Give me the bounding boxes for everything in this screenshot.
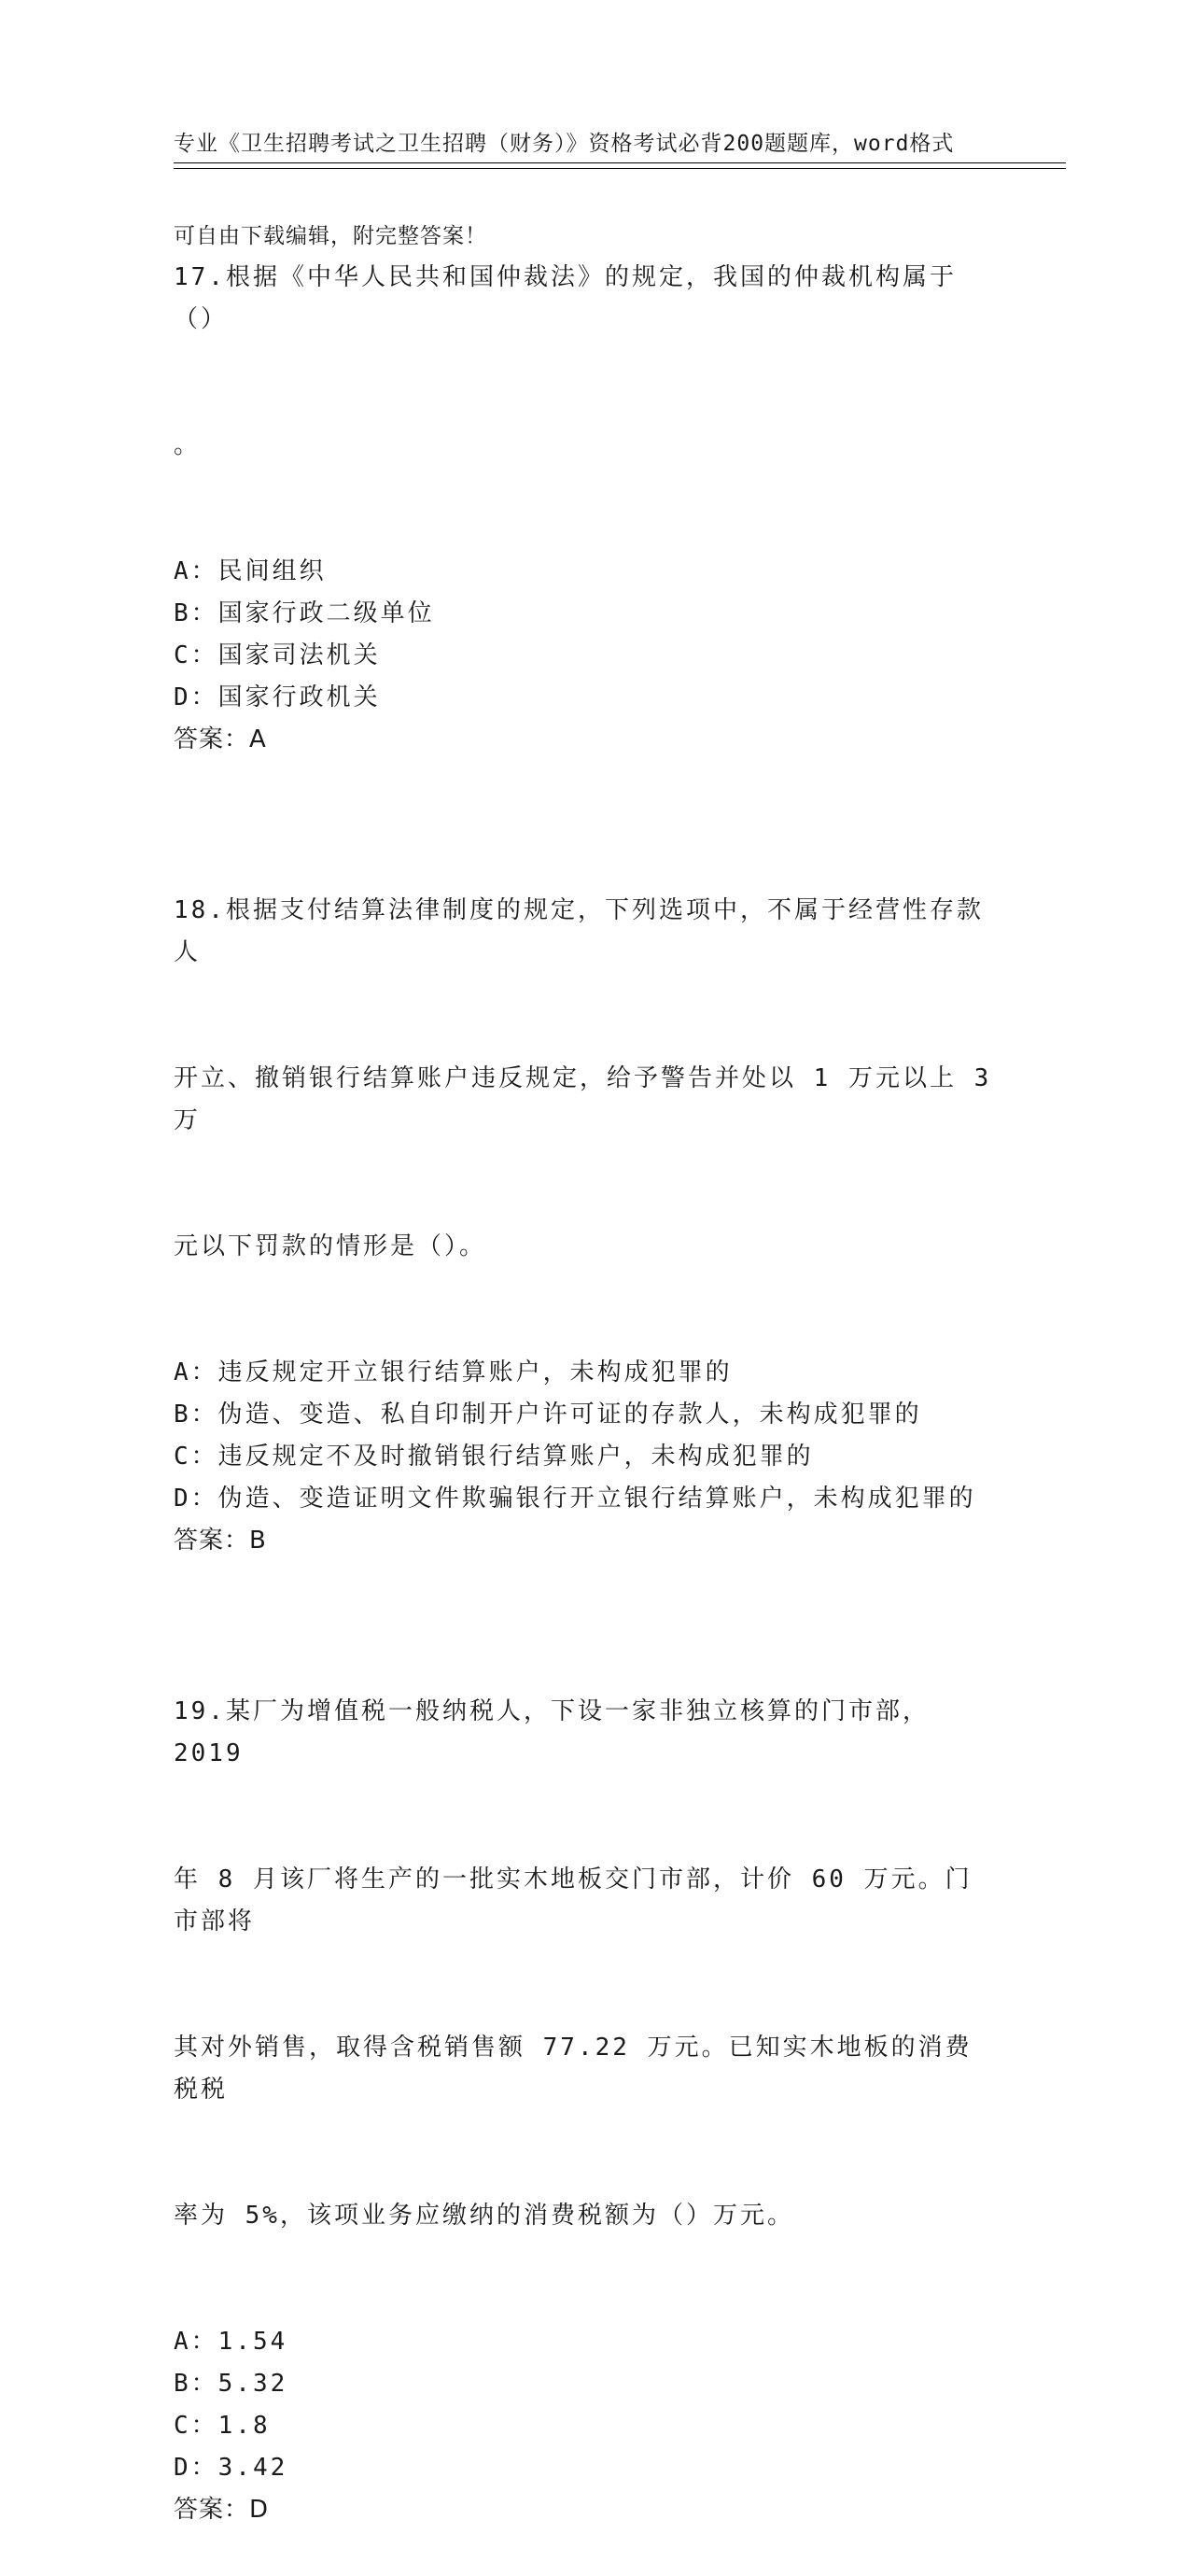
stem-line: 。: [174, 431, 202, 459]
option-c: C：1.8: [174, 2412, 271, 2440]
stem-line: 18.根据支付结算法律制度的规定，下列选项中，不属于经营性存款人: [174, 896, 984, 966]
header-divider-top: [174, 162, 1066, 163]
option-a: A：违反规定开立银行结算账户，未构成犯罪的: [174, 1358, 733, 1387]
stem-line: 17.根据《中华人民共和国仲裁法》的规定，我国的仲裁机构属于（）: [174, 263, 957, 333]
header-line-2: 可自由下载编辑，附完整答案！: [174, 224, 487, 248]
option-b: B：伪造、变造、私自印制开户许可证的存款人，未构成犯罪的: [174, 1401, 922, 1429]
question-stem: [174, 1607, 995, 2321]
option-d: D：3.42: [174, 2454, 288, 2482]
option-c: C：国家司法机关: [174, 641, 381, 669]
stem-line: 开立、撤销银行结算账户违反规定，给予警告并处以 1 万元以上 3 万: [174, 1064, 1009, 1134]
answer: 答案：A: [174, 725, 267, 753]
option-d: D：伪造、变造证明文件欺骗银行开立银行结算账户，未构成犯罪的: [174, 1485, 976, 1513]
question-19: [174, 1607, 995, 2531]
stem-line: 元以下罚款的情形是（）。: [174, 1232, 487, 1260]
header-divider-bottom: [174, 168, 1066, 169]
option-d: D：国家行政机关: [174, 683, 381, 711]
option-a: A：1.54: [174, 2328, 288, 2356]
option-a: A：民间组织: [174, 557, 327, 585]
stem-line: 19.某厂为增值税一般纳税人，下设一家非独立核算的门市部，2019: [174, 1697, 930, 1767]
option-c: C：违反规定不及时撤销银行结算账户，未构成犯罪的: [174, 1443, 814, 1471]
question-18: [174, 806, 1009, 1562]
stem-line: 年 8 月该厂将生产的一批实木地板交门市部，计价 60 万元。门市部将: [174, 1865, 973, 1936]
question-stem: [174, 806, 1009, 1352]
question-list: [174, 173, 1009, 2576]
stem-line: 其对外销售，取得含税销售额 77.22 万元。已知实木地板的消费税税: [174, 2034, 973, 2104]
answer: 答案：B: [174, 1527, 267, 1555]
stem-line: 率为 5%，该项业务应缴纳的消费税额为（）万元。: [174, 2202, 794, 2230]
question-17: [174, 173, 995, 761]
answer: 答案：D: [174, 2496, 270, 2524]
question-stem: [174, 173, 995, 551]
header-line-1: 专业《卫生招聘考试之卫生招聘（财务）》资格考试必背200题题库，word格式: [174, 132, 955, 156]
option-b: B：国家行政二级单位: [174, 599, 435, 627]
option-b: B：5.32: [174, 2370, 288, 2398]
